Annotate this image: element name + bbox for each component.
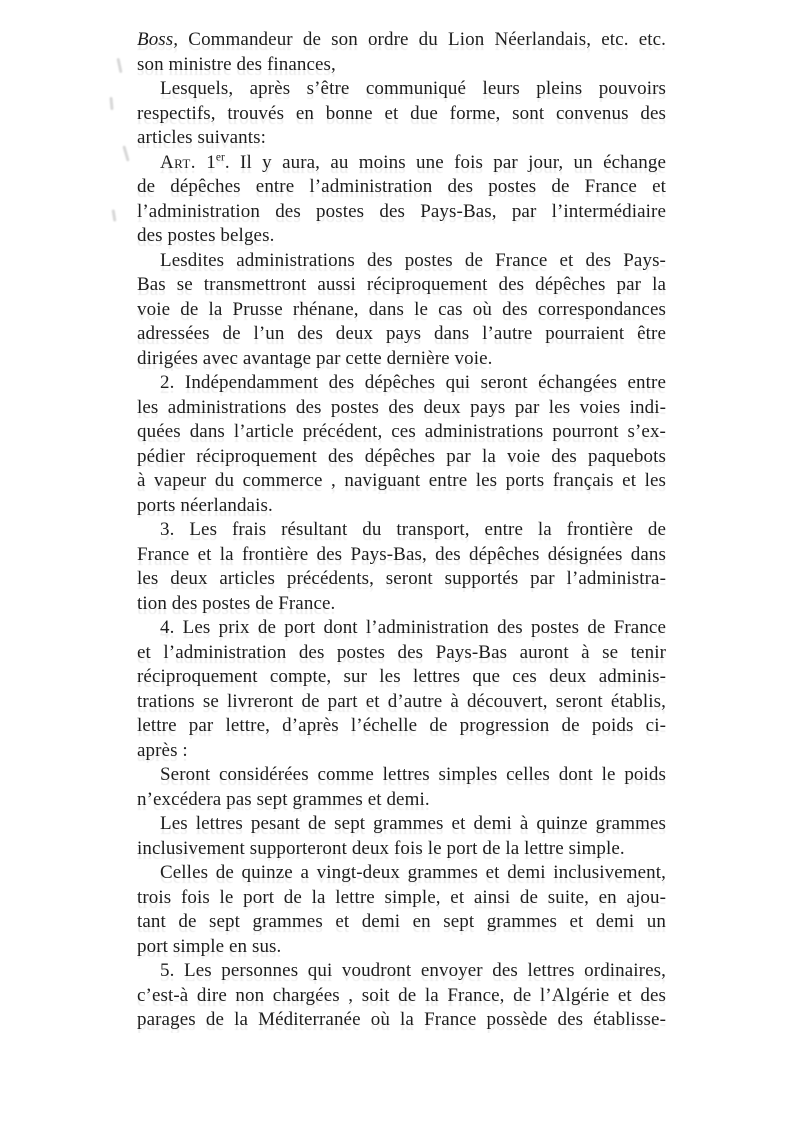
text-line: Les lettres pesant de sept grammes et demi à quinze grammes <box>160 813 666 834</box>
text-line: n’excédera pas sept grammes et demi. <box>137 788 430 810</box>
text-line: ports néerlandais. <box>137 494 273 516</box>
text-line: Seront considérées comme lettres simples celles dont le poids <box>160 764 666 785</box>
line-text: Commandeur de son ordre du Lion Néerlandais, etc. etc. <box>178 29 666 50</box>
text-line: parages de la Méditerranée où la France possède des établisse- <box>137 1009 666 1030</box>
text-line: Celles de quinze a vingt-deux grammes et demi inclusivement, <box>160 862 666 883</box>
text-line: son ministre des finances, <box>137 53 336 75</box>
text-line: respectifs, trouvés en bonne et due forme, sont convenus des <box>137 102 666 124</box>
text-line: des postes belges. <box>137 225 275 246</box>
text-line: Lesdites administrations des postes de France et des Pays- <box>160 249 666 271</box>
text-line: trations se livreront de part et d’autre à découvert, seront établis, <box>137 690 666 712</box>
paragraph-article-4 <box>137 616 666 763</box>
text-line: à vapeur du commerce , naviguant entre les ports français et les <box>137 470 666 491</box>
paragraph-continuation <box>137 28 666 77</box>
text-line: adressées de l’un des deux pays dans l’autre pourraient être <box>137 323 666 344</box>
text-line: inclusivement supporteront deux fois le port de la lettre simple. <box>137 837 625 859</box>
text-line: France et la frontière des Pays-Bas, des dépêches désignées dans <box>137 543 666 565</box>
article-label: Art. <box>160 151 196 173</box>
text-line: pédier réciproquement des dépêches par la voie des paquebots <box>137 445 666 467</box>
scan-artifact <box>116 58 122 73</box>
text-line: Lesquels, après s’être communiqué leurs pleins pouvoirs <box>160 78 666 99</box>
paragraph-article-3 <box>137 518 666 616</box>
paragraph-preamble <box>137 77 666 151</box>
text-line: c’est-à dire non chargées , soit de la France, de l’Algérie et des <box>137 984 666 1006</box>
paragraph-article-1-bis <box>137 249 666 372</box>
text-line <box>137 151 666 176</box>
paragraph-weight-simple <box>137 763 666 812</box>
scan-artifact <box>122 145 129 161</box>
text-line: les deux articles précédents, seront supportés par l’administra- <box>137 568 666 589</box>
text-line: dirigées avec avantage par cette dernière voie. <box>137 347 493 369</box>
article-number: 1 <box>195 151 216 173</box>
text-line: voie de la Prusse rhénane, dans le cas où des correspondances <box>137 298 666 320</box>
text-line <box>137 28 666 53</box>
scan-artifact <box>109 97 113 110</box>
text-line: 5. Les personnes qui voudront envoyer des lettres ordinaires, <box>160 960 666 981</box>
text-line: trois fois le port de la lettre simple, et ainsi de suite, en ajou- <box>137 886 666 908</box>
text-line: et l’administration des postes des Pays-Bas auront à se tenir <box>137 641 666 663</box>
text-line: quées dans l’article précédent, ces administrations pourront s’ex- <box>137 421 666 442</box>
text-line: port simple en sus. <box>137 935 282 957</box>
text-line: 3. Les frais résultant du transport, entre la frontière de <box>160 519 666 540</box>
text-line: de dépêches entre l’administration des postes de France et <box>137 176 666 197</box>
paragraph-weight-double <box>137 812 666 861</box>
text-line: réciproquement compte, sur les lettres que ces deux adminis- <box>137 666 666 687</box>
text-line: lettre par lettre, d’après l’échelle de progression de poids ci- <box>137 715 666 736</box>
text-line: après : <box>137 739 188 761</box>
text-line: l’administration des postes des Pays-Bas, par l’intermédiaire <box>137 200 666 222</box>
text-line: les administrations des postes des deux pays par les voies indi- <box>137 396 666 418</box>
text-line: Bas se transmettront aussi réciproquement des dépêches par la <box>137 274 666 295</box>
paragraph-weight-triple <box>137 861 666 959</box>
italic-lead: Boss, <box>137 29 179 50</box>
paragraph-article-2 <box>137 371 666 518</box>
text-line: tant de sept grammes et demi en sept grammes et demi un <box>137 911 666 932</box>
paragraph-article-1 <box>137 151 666 249</box>
text-line: 4. Les prix de port dont l’administration des postes de France <box>160 617 666 638</box>
text-line: tion des postes de France. <box>137 592 336 614</box>
text-line: articles suivants: <box>137 127 266 148</box>
paragraph-article-5 <box>137 959 666 1033</box>
line-text: . Il y aura, au moins une fois par jour, un échange <box>224 151 666 173</box>
text-column <box>137 28 666 1033</box>
text-line: 2. Indépendamment des dépêches qui seront échangées entre <box>160 372 666 393</box>
scan-artifact <box>112 209 117 221</box>
ordinal-superscript: er <box>215 151 225 164</box>
